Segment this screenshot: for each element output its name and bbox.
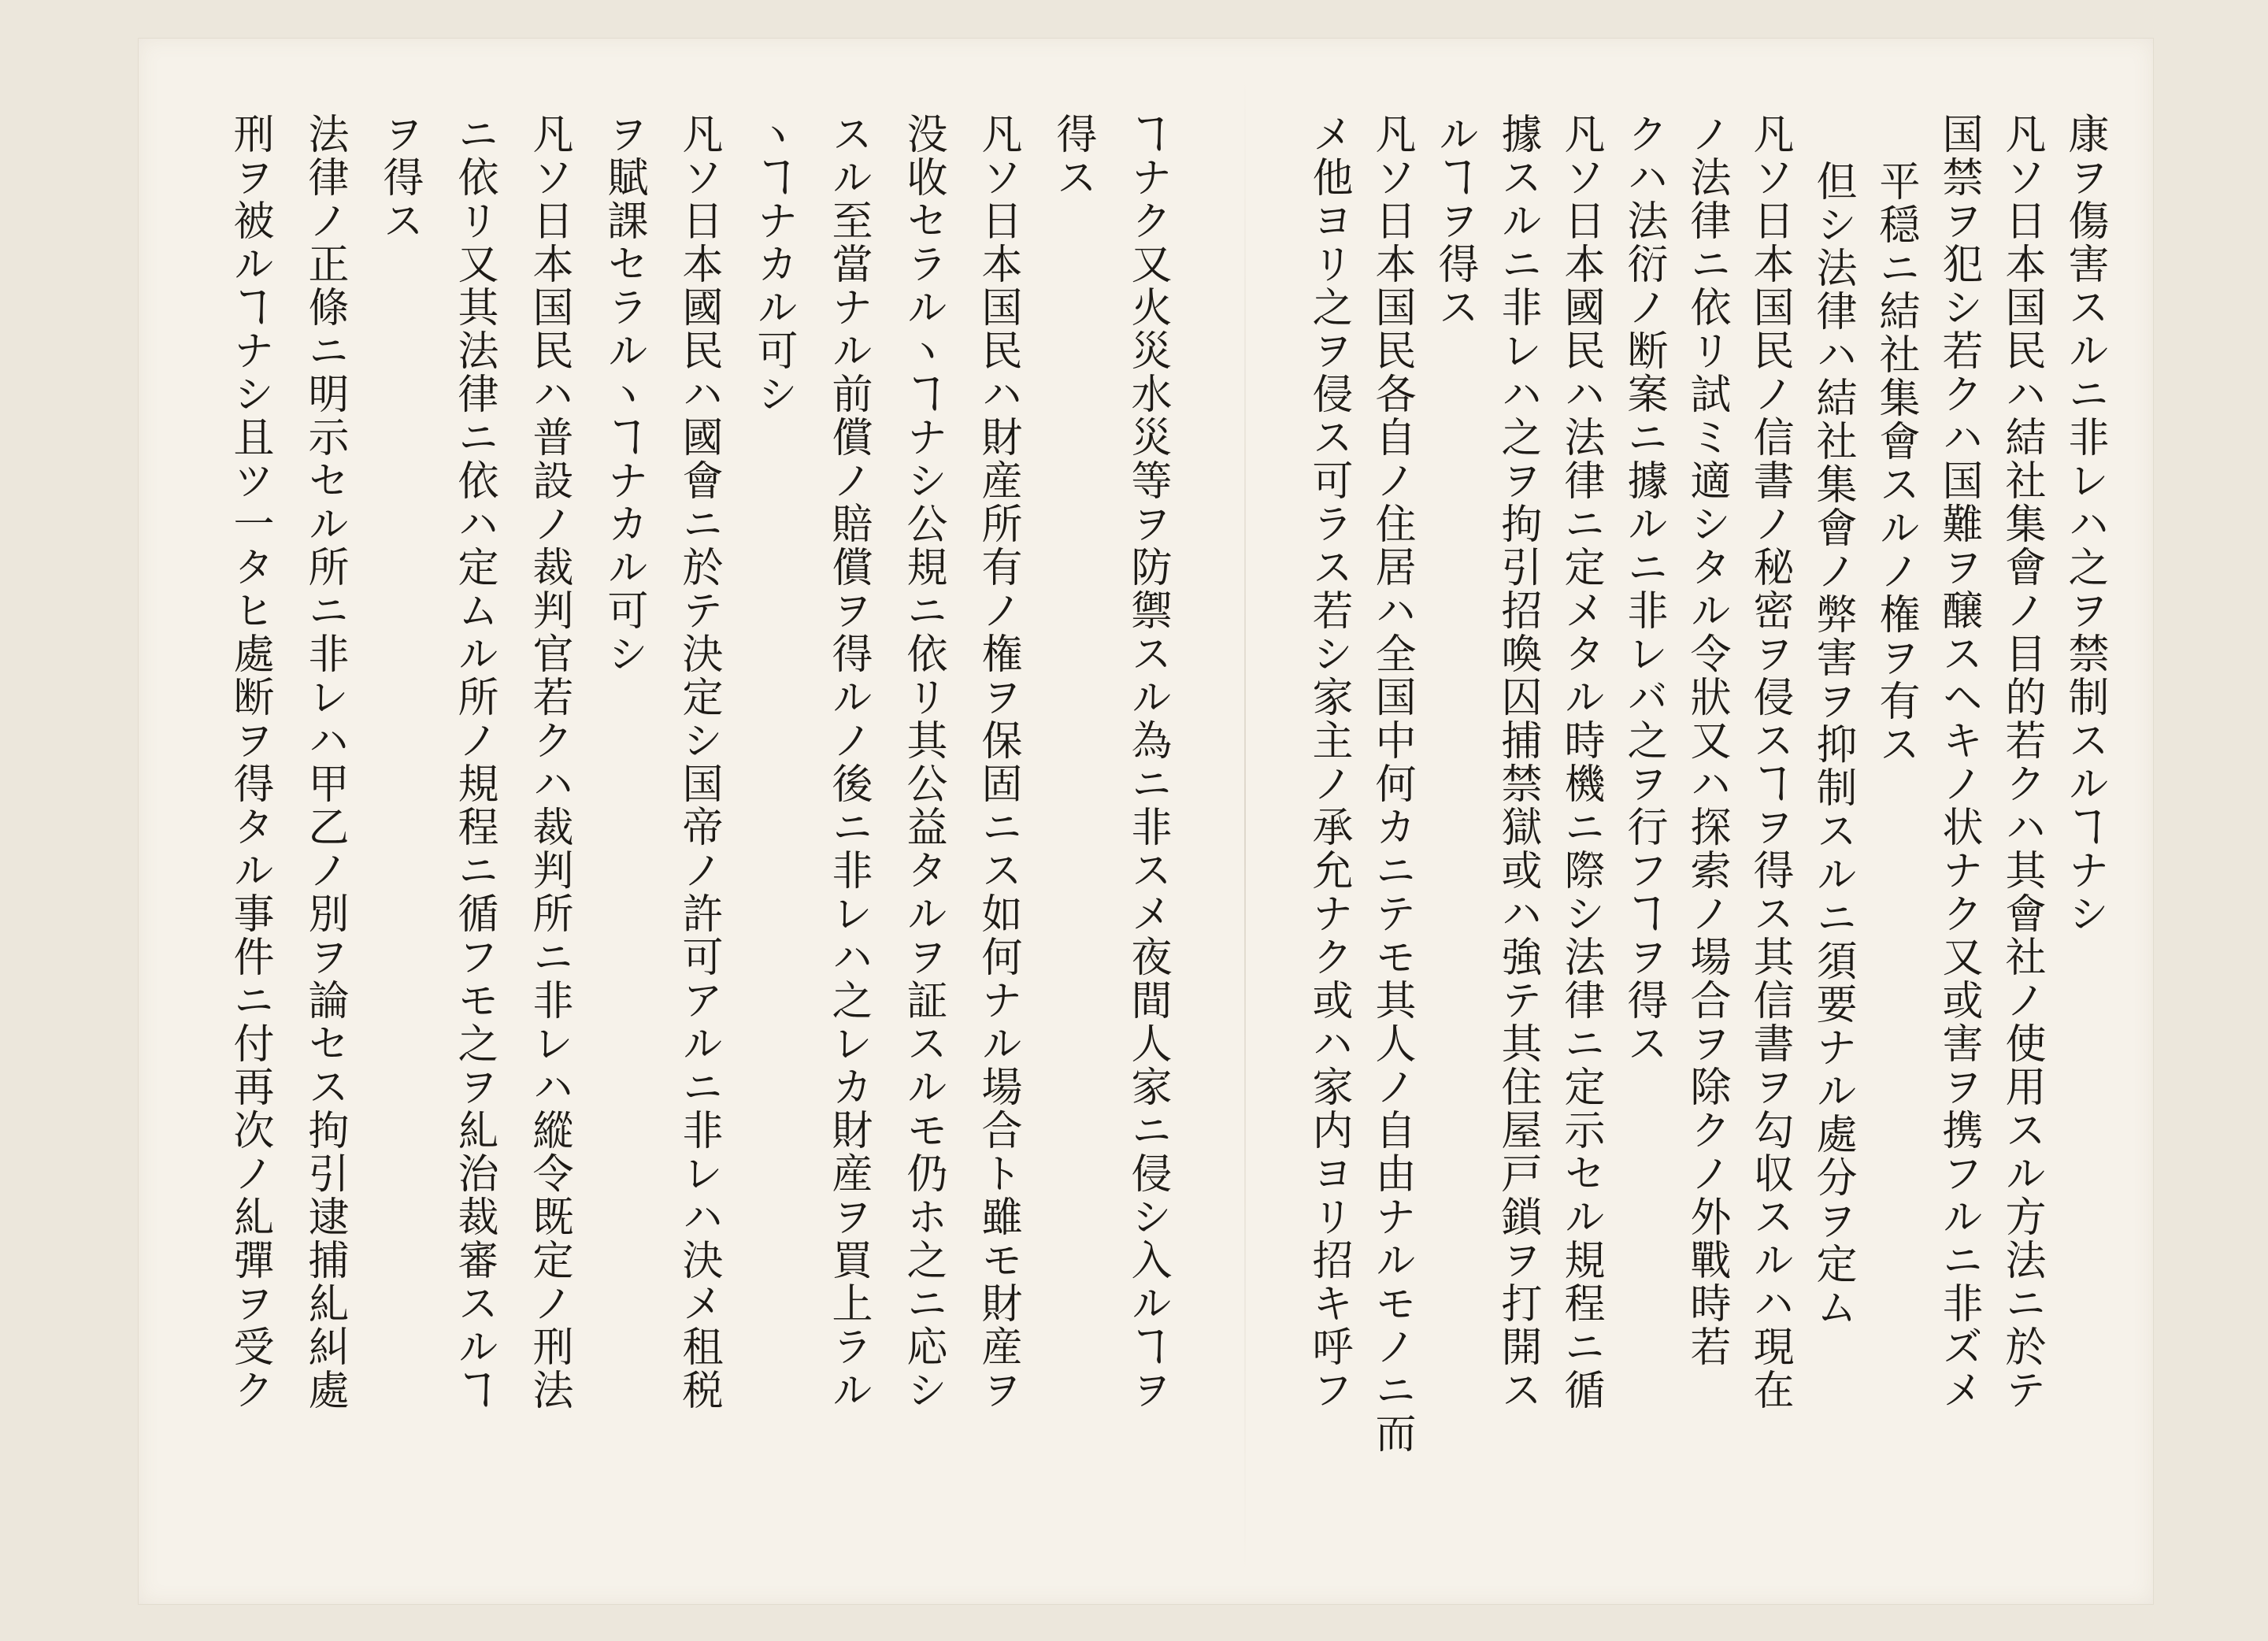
text-column: 得ス [1049, 113, 1096, 199]
text-column: 凡ソ日本國民ハ法律ニ定メタル時機ニ際シ法律ニ定示セル規程ニ循 [1557, 113, 1604, 1412]
text-column: ヿナク又火災水災等ヲ防禦スル為ニ非スメ夜間人家ニ侵シ入ルヿヲ [1124, 113, 1171, 1412]
paper-sheet [138, 38, 2154, 1605]
text-column: 康ヲ傷害スルニ非レハ之ヲ禁制スルヿナシ [2061, 113, 2108, 935]
text-column: ヲ賦課セラルヽヿナカル可シ [600, 113, 647, 676]
text-column: ノ法律ニ依リ試ミ適シタル令狀又ハ探索ノ場合ヲ除クノ外戰時若 [1683, 113, 1730, 1369]
text-column: 没收セラルヽヿナシ公規ニ依リ其公益タルヲ証スルモ仍ホ之ニ応シ [899, 113, 947, 1412]
text-column: メ他ヨリ之ヲ侵ス可ラス若シ家主ノ承允ナク或ハ家内ヨリ招キ呼フ [1305, 113, 1352, 1412]
text-column: 凡ソ日本国民ノ信書ノ秘密ヲ侵スヿヲ得ス其信書ヲ勾収スルハ現在 [1746, 113, 1793, 1412]
text-column: ニ依リ又其法律ニ依ハ定ムル所ノ規程ニ循フモ之ヲ糺治裁審スルヿ [450, 113, 498, 1412]
text-column: 国禁ヲ犯シ若クハ国難ヲ醸スヘキノ状ナク又或害ヲ携フルニ非ズメ [1935, 113, 1982, 1412]
text-column: 據スルニ非レハ之ヲ拘引招喚囚捕禁獄或ハ強テ其住屋戸鎖ヲ打開ス [1494, 113, 1541, 1412]
left-page [169, 113, 1225, 1593]
text-column: 凡ソ日本國民ハ國會ニ於テ決定シ国帝ノ許可アルニ非レハ決メ租税 [675, 113, 722, 1412]
text-column: 刑ヲ被ルヿナシ且ツ一タヒ處断ヲ得タル事件ニ付再次ノ糺彈ヲ受ク [226, 113, 273, 1412]
text-column: クハ法衍ノ断案ニ據ルニ非レバ之ヲ行フヿヲ得ス [1620, 113, 1667, 1065]
text-column: 凡ソ日本国民ハ普設ノ裁判官若クハ裁判所ニ非レハ縱令既定ノ刑法 [525, 113, 573, 1412]
text-column: スル至當ナル前償ノ賠償ヲ得ルノ後ニ非レハ之レカ財産ヲ買上ラル [825, 113, 872, 1412]
text-column: 凡ソ日本国民各自ノ住居ハ全国中何カニテモ其人ノ自由ナルモノニ而 [1368, 113, 1415, 1455]
text-column: 平穏ニ結社集會スルノ権ヲ有ス [1872, 160, 1919, 766]
text-column: 但シ法律ハ結社集會ノ弊害ヲ抑制スルニ須要ナル處分ヲ定ム [1809, 160, 1856, 1329]
text-column: ヽヿナカル可シ [750, 113, 797, 416]
text-column: 法律ノ正條ニ明示セル所ニ非レハ甲乙ノ別ヲ論セス拘引逮捕糺糾處 [301, 113, 348, 1412]
text-column: ヲ得ス [376, 113, 423, 243]
text-column: 凡ソ日本国民ハ財産所有ノ権ヲ保固ニス如何ナル場合ト雖モ財産ヲ [974, 113, 1021, 1412]
page-fold [1244, 69, 1246, 1581]
text-column: 凡ソ日本国民ハ結社集會ノ目的若クハ其會社ノ使用スル方法ニ於テ [1998, 113, 2045, 1412]
right-page [1264, 113, 2154, 1593]
text-column: ルヿヲ得ス [1431, 113, 1478, 329]
